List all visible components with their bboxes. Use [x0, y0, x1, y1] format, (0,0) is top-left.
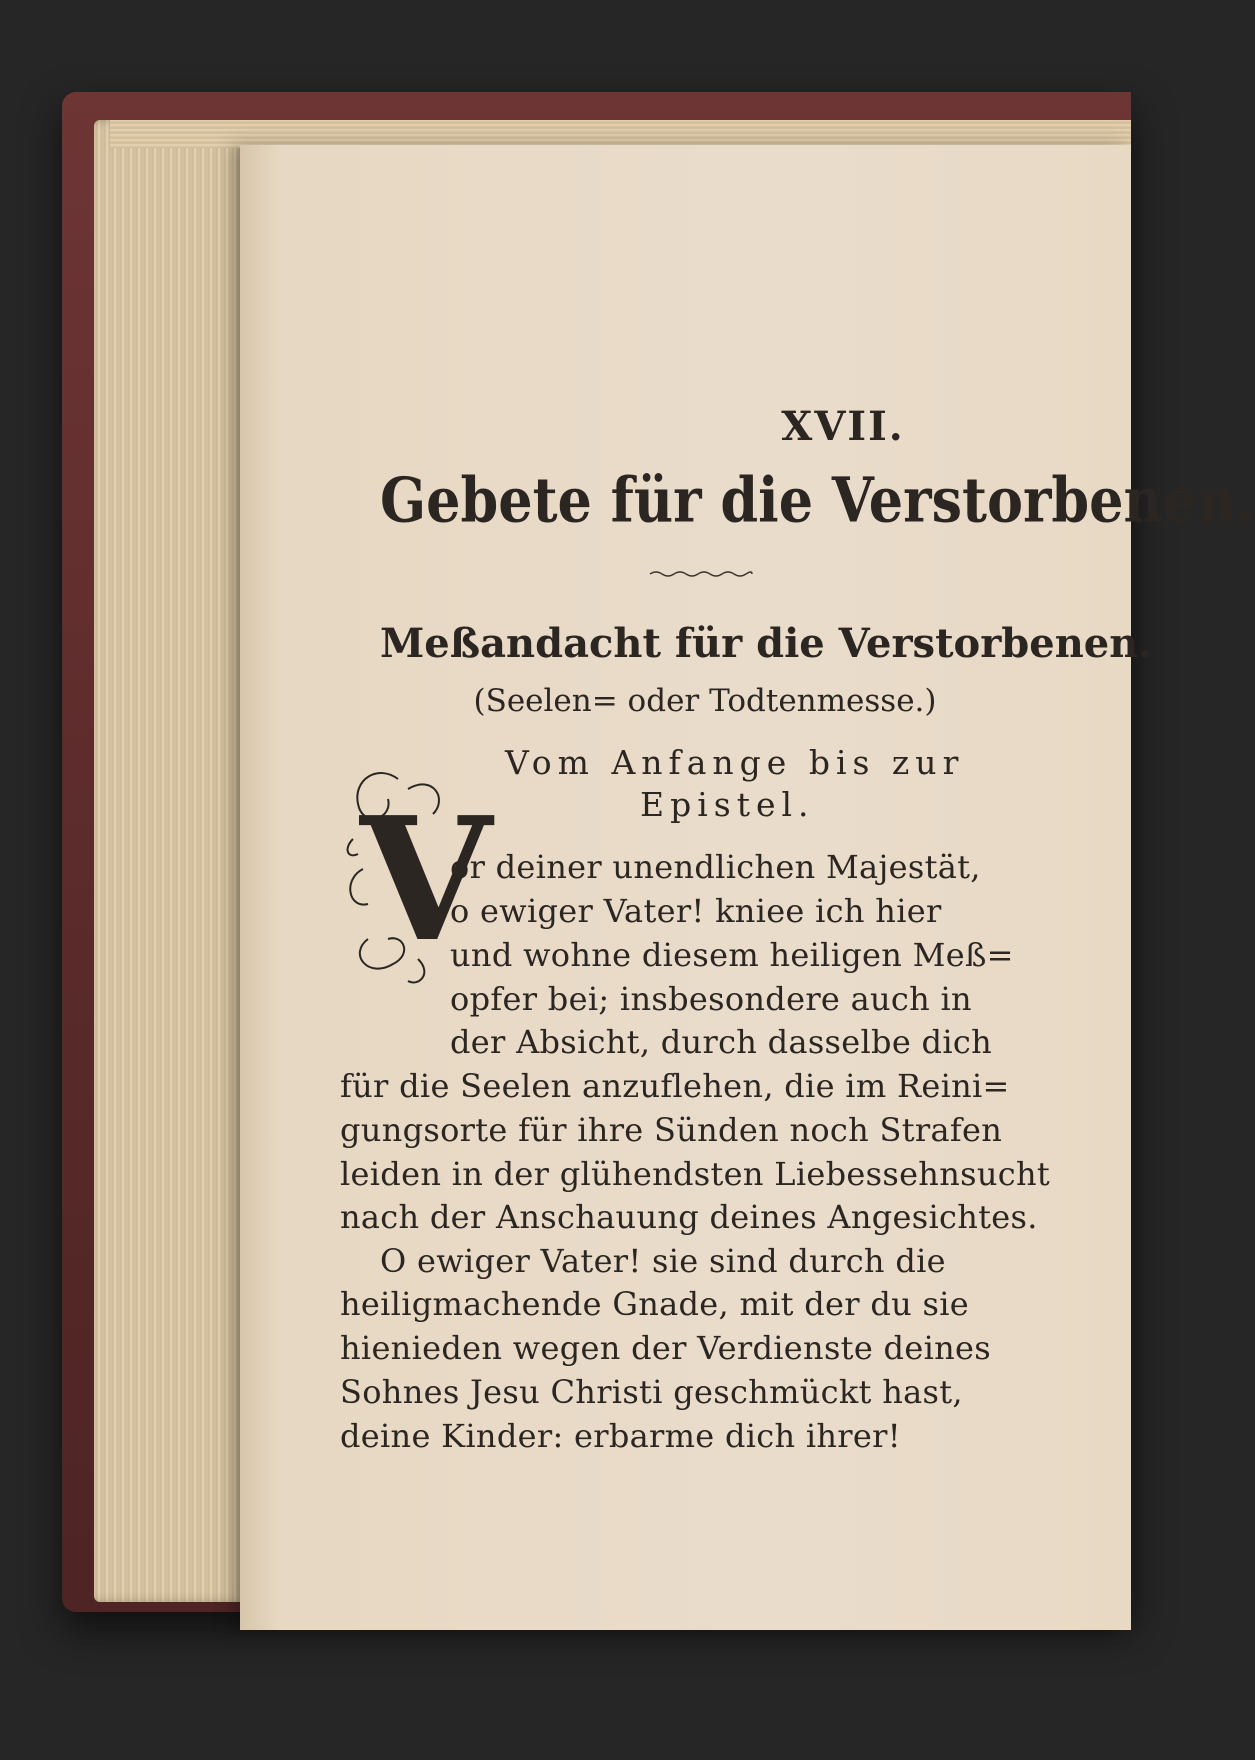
chapter-title: Gebete für die Verstorbenen. — [380, 463, 1255, 537]
ornament-divider — [648, 568, 754, 578]
text-line: der Absicht, durch dasselbe dich — [450, 1023, 992, 1061]
text-line: und wohne diesem heiligen Meß= — [450, 936, 1014, 974]
text-line: gungsorte für ihre Sünden noch Strafen — [340, 1111, 1003, 1149]
text-line: or deiner unendlichen Majestät, — [450, 848, 981, 886]
text-line: für die Seelen anzuflehen, die im Reini= — [340, 1067, 1010, 1105]
decorated-initial-v — [338, 759, 492, 989]
text-line: nach der Anschauung deines Angesichtes. — [340, 1198, 1038, 1236]
text-line: leiden in der glühendsten Liebessehnsucht — [340, 1155, 1051, 1193]
section-title: Meßandacht für die Verstorbenen. — [380, 620, 1153, 667]
dropcap-letter: V — [360, 780, 492, 980]
text-line: hienieden wegen der Verdienste deines — [340, 1329, 991, 1367]
text-line: Sohnes Jesu Christi geschmückt hast, — [340, 1373, 963, 1411]
rubric-line: Epistel. — [640, 785, 815, 824]
rubric-line: Vom Anfange bis zur — [505, 743, 965, 782]
subtitle: (Seelen= oder Todtenmesse.) — [473, 683, 937, 719]
book-page — [240, 145, 1255, 1630]
page-top-edge — [110, 120, 1131, 148]
text-line: o ewiger Vater! kniee ich hier — [450, 892, 942, 930]
text-line: heiligmachende Gnade, mit der du sie — [340, 1285, 970, 1323]
chapter-number: XVII. — [781, 403, 905, 450]
text-line: opfer bei; insbesondere auch in — [450, 980, 972, 1018]
text-line: deine Kinder: erbarme dich ihrer! — [340, 1417, 901, 1455]
page-edges — [94, 120, 244, 1602]
text-line: O ewiger Vater! sie sind durch die — [380, 1242, 946, 1280]
